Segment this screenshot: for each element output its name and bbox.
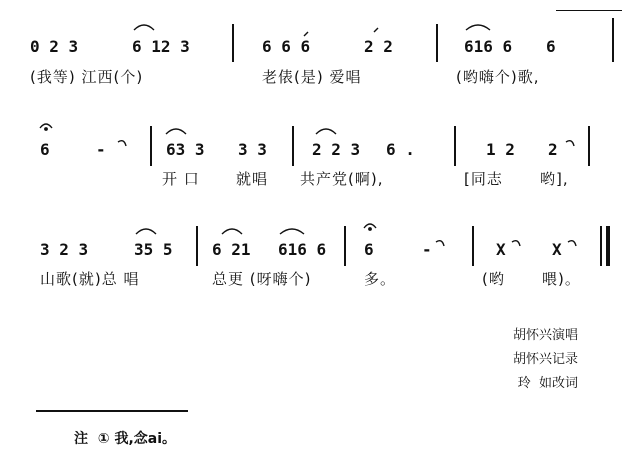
- line3-notes-c: 6 21: [212, 240, 251, 259]
- line3-lyric-c: 多。: [364, 270, 397, 288]
- credit-lyricist: 玲 如改词: [517, 376, 578, 391]
- line1-notes-c: 6 6 6: [262, 37, 311, 56]
- line3-notes-d: 616 6: [278, 240, 327, 259]
- line2-notes-h: 2: [548, 140, 558, 159]
- line3-notes-h: X: [552, 240, 562, 259]
- line2-notes-g: 1 2: [486, 140, 515, 159]
- line3-notes-f: -: [422, 240, 432, 259]
- line1-notes-f: 6: [546, 37, 556, 56]
- line3-lyric-d: (哟: [482, 270, 505, 288]
- credit-singer: 胡怀兴演唱: [512, 328, 578, 343]
- line2-notes-b: -: [96, 140, 106, 159]
- line2-lyric-b: 就唱: [236, 170, 269, 188]
- line2-notes-d: 3 3: [238, 140, 267, 159]
- line1-notes-d: 2 2: [364, 37, 393, 56]
- line1-notes-e: 616 6: [464, 37, 513, 56]
- line3-notes-b: 35 5: [134, 240, 173, 259]
- line2-lyric-a: 开 口: [162, 170, 200, 188]
- line1-notes-a: 0 2 3: [30, 37, 79, 56]
- line1-lyric-a: (我等) 江西(个): [30, 68, 144, 86]
- line2-notes-e: 2 2 3: [312, 140, 361, 159]
- line2-lyric-d: [同志: [464, 170, 503, 188]
- line3-notes-e: 6: [364, 240, 374, 259]
- line2-notes-a: 6: [40, 140, 50, 159]
- line2-notes-c: 63 3: [166, 140, 205, 159]
- line3-notes-g: X: [496, 240, 506, 259]
- line1-lyric-b: 老俵(是) 爱唱: [262, 68, 362, 86]
- line3-notes-a: 3 2 3: [40, 240, 89, 259]
- line2-lyric-e: 哟],: [540, 170, 569, 188]
- line1-notes-b: 6 12 3: [132, 37, 190, 56]
- line1-lyric-c: (哟嗨个)歌,: [456, 68, 540, 86]
- line3-lyric-e: 喂)。: [542, 270, 581, 288]
- footnote-rule: [36, 410, 188, 412]
- line3-lyric-a: 山歌(就)总 唱: [40, 270, 140, 288]
- footnote: 注 ① 我,念ai。: [74, 431, 177, 447]
- line2-notes-f: 6 .: [386, 140, 415, 159]
- line3-lyric-b: 总更 (呀嗨个): [212, 270, 312, 288]
- line2-lyric-c: 共产党(啊),: [300, 170, 384, 188]
- credit-recorder: 胡怀兴记录: [512, 352, 578, 367]
